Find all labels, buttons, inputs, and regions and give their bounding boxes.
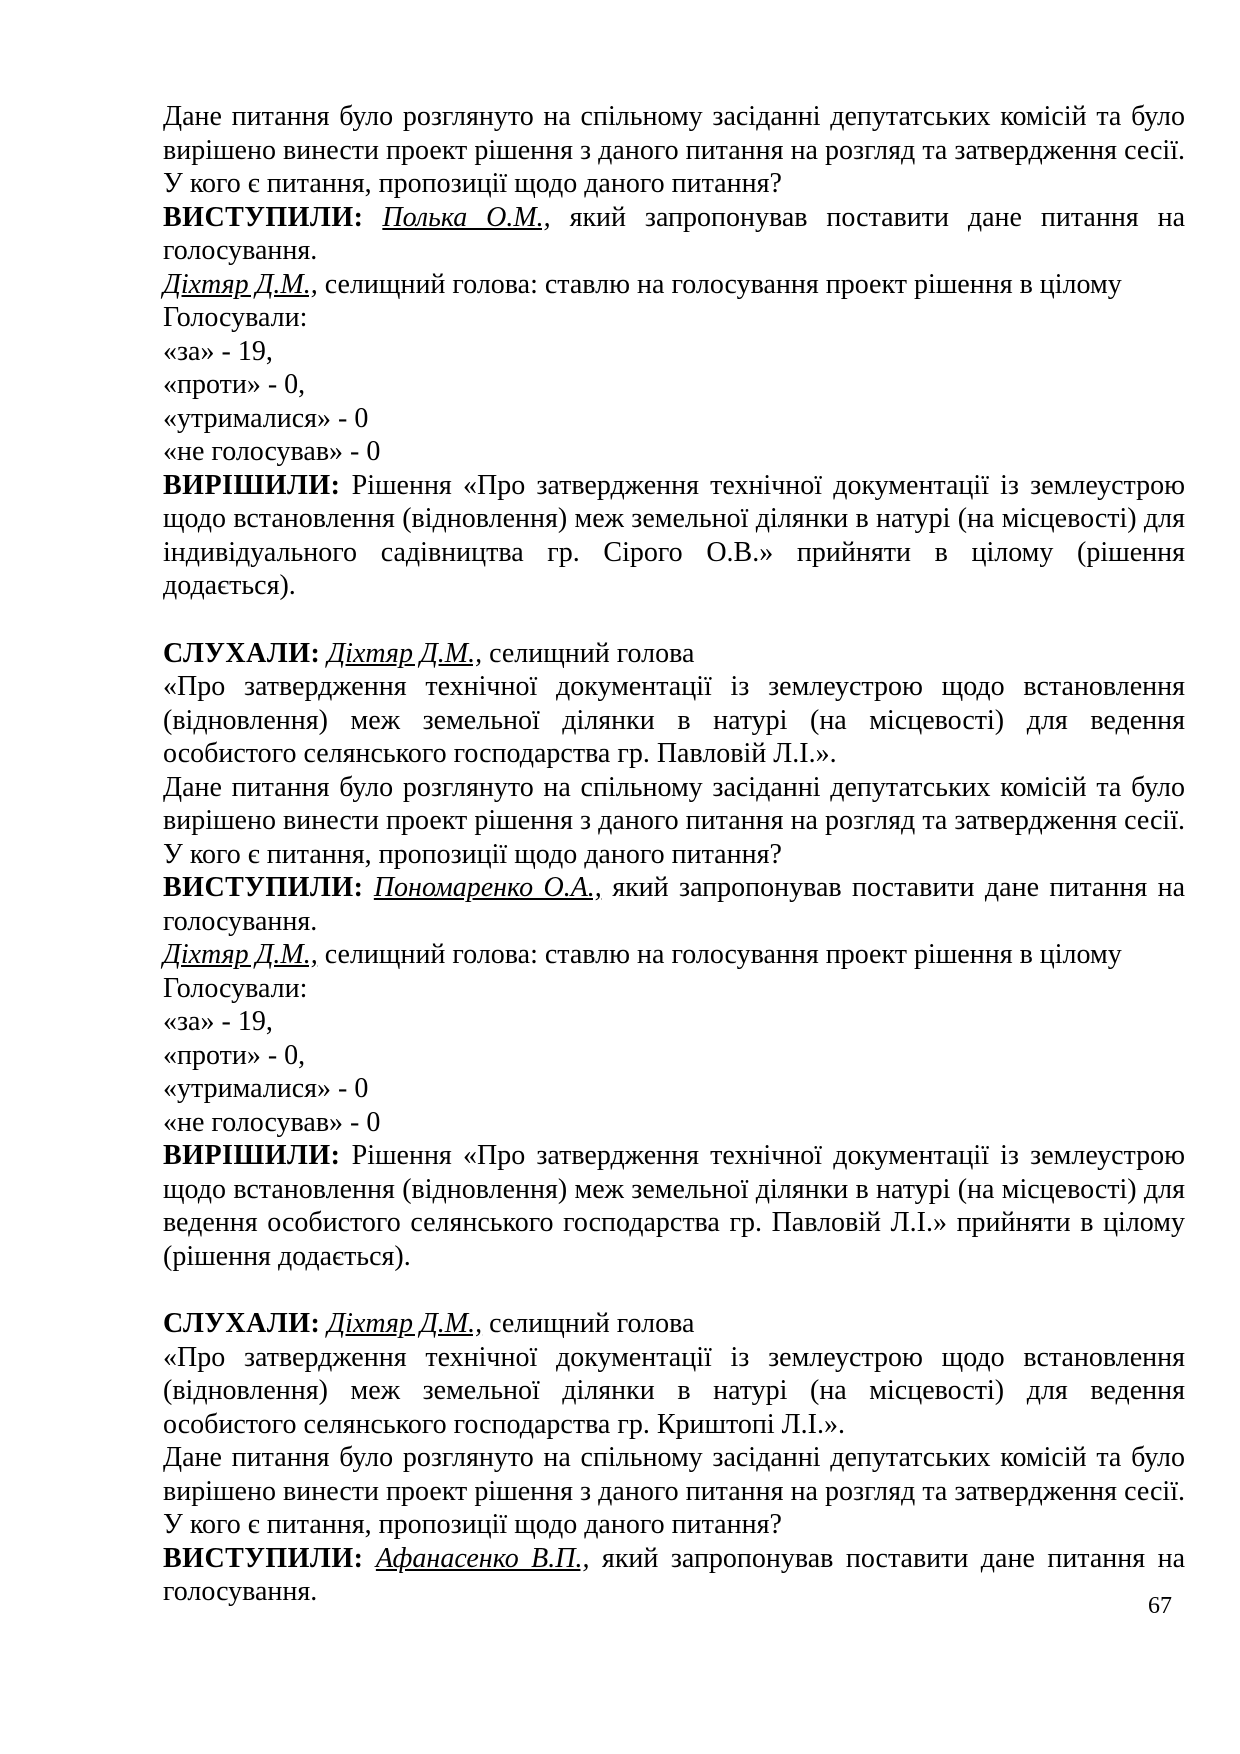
voted-label: Голосували: (163, 302, 308, 333)
section-1-spoke (163, 201, 1185, 268)
vote-for: «за» - 19, (163, 1006, 273, 1037)
speaker-name: Пономаренко О.А., (373, 872, 602, 903)
chair-text: селищний голова: ставлю на голосування проект рішення в цілому (317, 268, 1122, 300)
speaker-name: Полька О.М., (382, 201, 551, 233)
vote-not-voted: «не голосував» - 0 (163, 1106, 381, 1138)
heard-label: СЛУХАЛИ: (163, 637, 321, 669)
section-spacer (163, 1273, 1185, 1307)
heard-text: селищний голова (482, 637, 695, 669)
heard-label: СЛУХАЛИ: (163, 1308, 321, 1339)
spoke-text: який запропонував поставити дане питання на голосування. (163, 1542, 1185, 1607)
vote-against: «проти» - 0, (163, 1039, 306, 1071)
section-2-intro: Дане питання було розглянуто на спільному засіданні депутатських комісій та було вирішено винести проект рішення з даного питання на розгляд та затвердження сесії. У кого є питання, пропозиції щодо даного питання? (163, 771, 1185, 870)
spoke-label: ВИСТУПИЛИ: (163, 1542, 364, 1574)
vote-abstained: «утрималися» - 0 (163, 1073, 369, 1104)
chair-name: Діхтяр Д.М., (163, 939, 318, 970)
heard-name: Діхтяр Д.М., (327, 637, 483, 669)
heard-name: Діхтяр Д.М., (327, 1308, 483, 1339)
vote-abstained: «утрималися» - 0 (163, 402, 369, 434)
vote-not-voted: «не голосував» - 0 (163, 436, 381, 467)
page-number: 67 (1148, 1593, 1172, 1619)
chair-text: селищний голова: ставлю на голосування проект рішення в цілому (317, 939, 1122, 970)
section-3-intro: Дане питання було розглянуто на спільному засіданні депутатських комісій та було вирішено винести проект рішення з даного питання на розгляд та затвердження сесії. У кого є питання, пропозиції щодо даного питання? (163, 1442, 1185, 1540)
spoke-text: який запропонував поставити дане питання на голосування. (163, 872, 1186, 937)
section-3-topic: «Про затвердження технічної документації із землеустрою щодо встановлення (відновлення) меж земельної ділянки в натурі (на місцевості) для ведення особистого селянського господарства гр. Криштопі Л.І.». (163, 1341, 1185, 1440)
heard-text: селищний голова (482, 1308, 695, 1339)
decided-text: Рішення «Про затвердження технічної документації із землеустрою щодо встановлення (відновлення) меж земельної ділянки в натурі (на місцевості) для ведення особистого селянського господарства гр. Павловій Л.І.» прийняти в цілому (рішення додається). (163, 1140, 1185, 1272)
section-3-heard (163, 1307, 1185, 1341)
decided-label: ВИРІШИЛИ: (163, 469, 341, 501)
speaker-name: Афанасенко В.П., (375, 1542, 590, 1574)
voted-label: Голосували: (163, 972, 308, 1004)
section-spacer (163, 603, 1185, 637)
vote-for: «за» - 19, (163, 335, 273, 367)
document-page (163, 100, 1185, 1609)
section-1-intro: Дане питання було розглянуто на спільному засіданні депутатських комісій та було вирішено винести проект рішення з даного питання на розгляд та затвердження сесії. У кого є питання, пропозиції щодо даного питання? (163, 101, 1185, 199)
section-2-spoke (163, 871, 1185, 938)
spoke-text: який запропонував поставити дане питання на голосування. (163, 201, 1185, 266)
section-1-chair (163, 268, 1185, 302)
section-1-decided (163, 469, 1185, 603)
vote-against: «проти» - 0, (163, 369, 306, 400)
section-2-topic: «Про затвердження технічної документації із землеустрою щодо встановлення (відновлення) меж земельної ділянки в натурі (на місцевості) для ведення особистого селянського господарства гр. Павловій Л.І.». (163, 671, 1185, 769)
section-2-heard (163, 637, 1185, 671)
spoke-label: ВИСТУПИЛИ: (163, 872, 364, 903)
decided-label: ВИРІШИЛИ: (163, 1140, 341, 1171)
section-2-chair (163, 938, 1185, 972)
decided-text: Рішення «Про затвердження технічної документації із землеустрою щодо встановлення (відновлення) меж земельної ділянки в натурі (на місцевості) для індивідуального садівництва гр. Сірого О.В.» прийняти в цілому (рішення додається). (163, 469, 1185, 601)
spoke-label: ВИСТУПИЛИ: (163, 201, 364, 233)
chair-name: Діхтяр Д.М., (163, 268, 318, 300)
section-2-decided (163, 1139, 1185, 1273)
section-3-spoke (163, 1542, 1185, 1609)
